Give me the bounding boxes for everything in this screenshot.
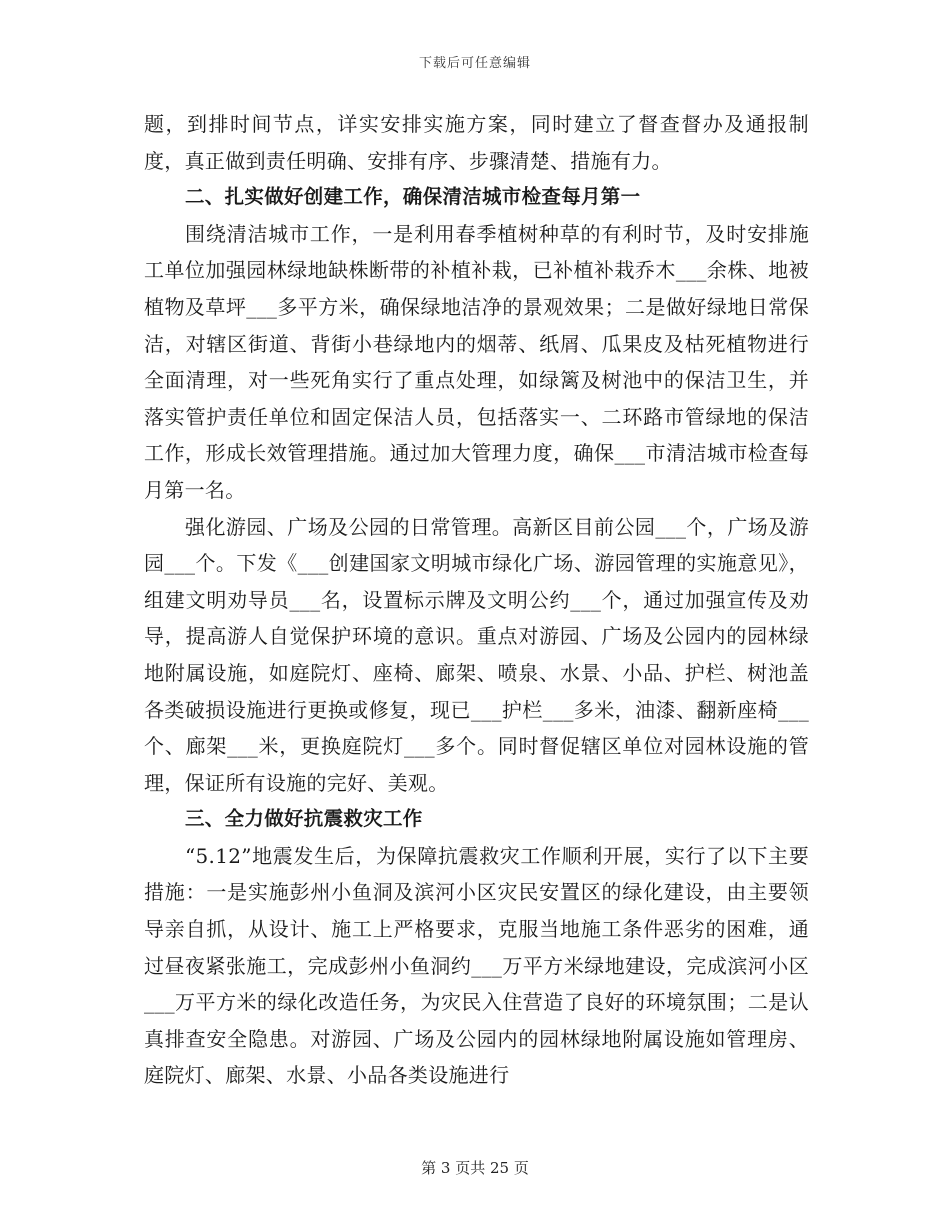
paragraph-park-management: 强化游园、广场及公园的日常管理。高新区目前公园___个，广场及游园___个。下发《___创建国家文明城市绿化广场、游园管理的实施意见》，组建文明劝导员___名，设置标示牌及文明公约___个，通过加强宣传及劝导，提高游人自觉保护环境的意识。重点对游园、广场及公园内的园林绿地附属设施，如庭院灯、座椅、廊架、喷泉、水景、小品、护栏、树池盖各类破损设施进行更换或修复，现已___护栏___多米，油漆、翻新座椅___个、廊架___米，更换庭院灯___多个。同时督促辖区单位对园林设施的管理，保证所有设施的完好、美观。 — [144, 514, 809, 795]
section-heading-3: 三、全力做好抗震救灾工作 — [185, 807, 423, 831]
paragraph-clean-city: 围绕清洁城市工作，一是利用春季植树种草的有利时节，及时安排施工单位加强园林绿地缺株断带的补植补栽，已补植补栽乔木___余株、地被植物及草坪___多平方米，确保绿地洁净的景观效果；二是做好绿地日常保洁，对辖区街道、背街小巷绿地内的烟蒂、纸屑、瓜果皮及枯死植物进行全面清理，对一些死角实行了重点处理，如绿篱及树池中的保洁卫生，并落实管护责任单位和固定保洁人员，包括落实一、二环路市管绿地的保洁工作，形成长效管理措施。通过加大管理力度，确保___市清洁城市检查每月第一名。 — [144, 221, 809, 502]
document-body — [144, 106, 809, 1094]
page-number-footer: 第 3 页共 25 页 — [421, 1159, 529, 1177]
section-heading-2: 二、扎实做好创建工作，确保清洁城市检查每月第一 — [185, 185, 641, 209]
paragraph-continuation: 题，到排时间节点，详实安排实施方案，同时建立了督查督办及通报制度，真正做到责任明确、安排有序、步骤清楚、措施有力。 — [144, 112, 809, 173]
paragraph-earthquake-relief: “5.12”地震发生后，为保障抗震救灾工作顺利开展，实行了以下主要措施：一是实施彭州小鱼洞及滨河小区灾民安置区的绿化建设，由主要领导亲自抓，从设计、施工上严格要求，克服当地施工条件恶劣的困难，通过昼夜紧张施工，完成彭州小鱼洞约___万平方米绿地建设，完成滨河小区___万平方米的绿化改造任务，为灾民入住营造了良好的环境氛围；二是认真排查安全隐患。对游园、广场及公园内的园林绿地附属设施如管理房、庭院灯、廊架、水景、小品各类设施进行 — [144, 843, 809, 1088]
page-header: 下载后可任意编辑 — [418, 56, 531, 71]
